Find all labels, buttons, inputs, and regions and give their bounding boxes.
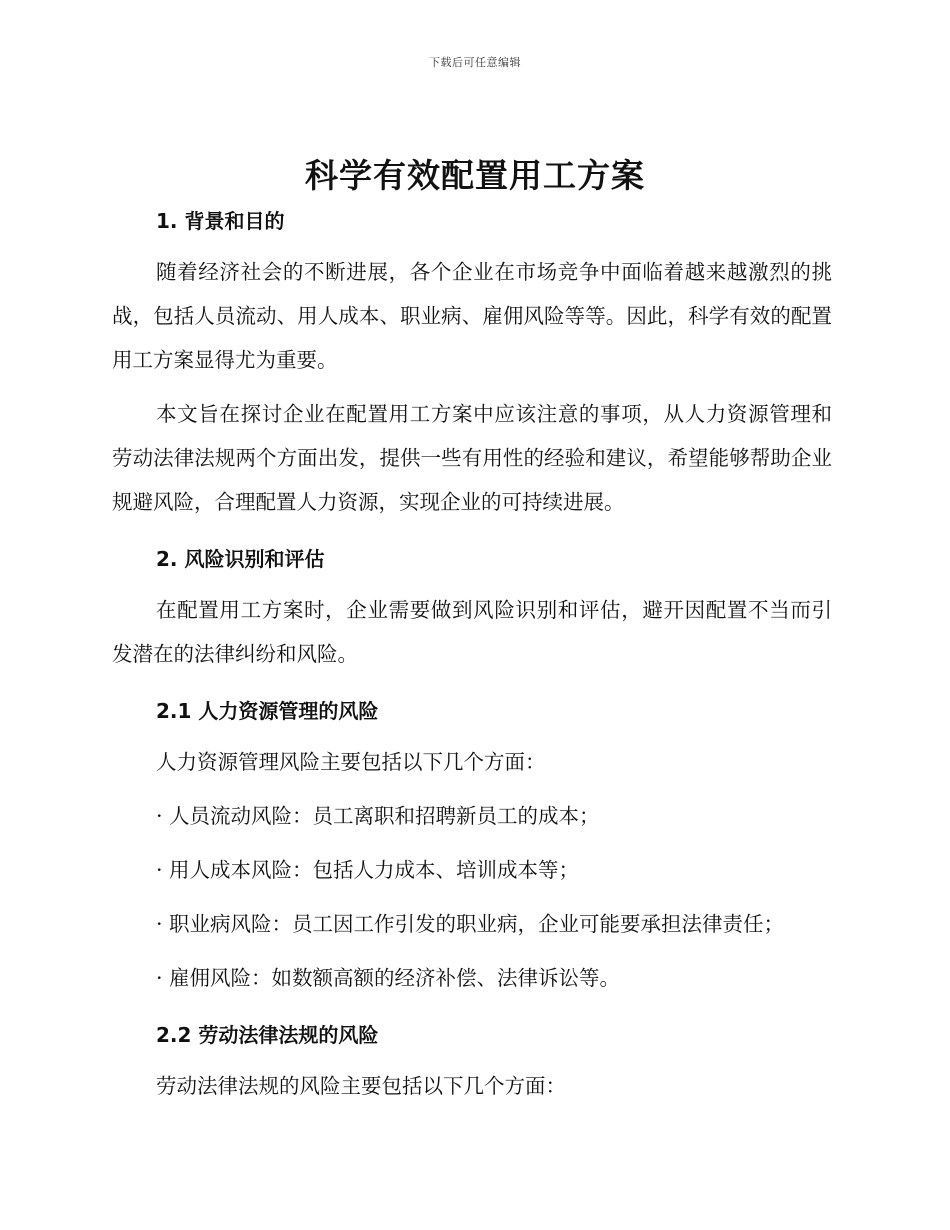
- document-body: [112, 200, 832, 1108]
- list-item: · 用人成本风险：包括人力成本、培训成本等；: [156, 858, 580, 882]
- document-title: 科学有效配置用工方案: [305, 156, 645, 195]
- page-header-note: 下载后可任意编辑: [429, 56, 521, 69]
- list-item: · 雇佣风险：如数额高额的经济补偿、法律诉讼等。: [156, 966, 621, 990]
- section-heading-1: 1. 背景和目的: [156, 209, 285, 233]
- section-heading-2-1: 2.1 人力资源管理的风险: [156, 699, 379, 723]
- list-item: · 职业病风险：员工因工作引发的职业病，企业可能要承担法律责任；: [156, 912, 785, 936]
- list-item: · 人员流动风险：员工离职和招聘新员工的成本；: [156, 804, 600, 828]
- paragraph-purpose: 本文旨在探讨企业在配置用工方案中应该注意的事项，从人力资源管理和劳动法律法规两个方面出发，提供一些有用性的经验和建议，希望能够帮助企业规避风险，合理配置人力资源，实现企业的可持续进展。: [112, 402, 832, 514]
- paragraph-hr-risk-intro: 人力资源管理风险主要包括以下几个方面：: [156, 750, 546, 774]
- paragraph-labor-law-risk-intro: 劳动法律法规的风险主要包括以下几个方面：: [156, 1074, 566, 1098]
- paragraph-risk-intro: 在配置用工方案时，企业需要做到风险识别和评估，避开因配置不当而引发潜在的法律纠纷和风险。: [112, 598, 832, 666]
- section-heading-2-2: 2.2 劳动法律法规的风险: [156, 1023, 379, 1047]
- paragraph-background: 随着经济社会的不断进展，各个企业在市场竞争中面临着越来越激烈的挑战，包括人员流动、用人成本、职业病、雇佣风险等等。因此，科学有效的配置用工方案显得尤为重要。: [112, 260, 832, 372]
- section-heading-2: 2. 风险识别和评估: [156, 547, 325, 571]
